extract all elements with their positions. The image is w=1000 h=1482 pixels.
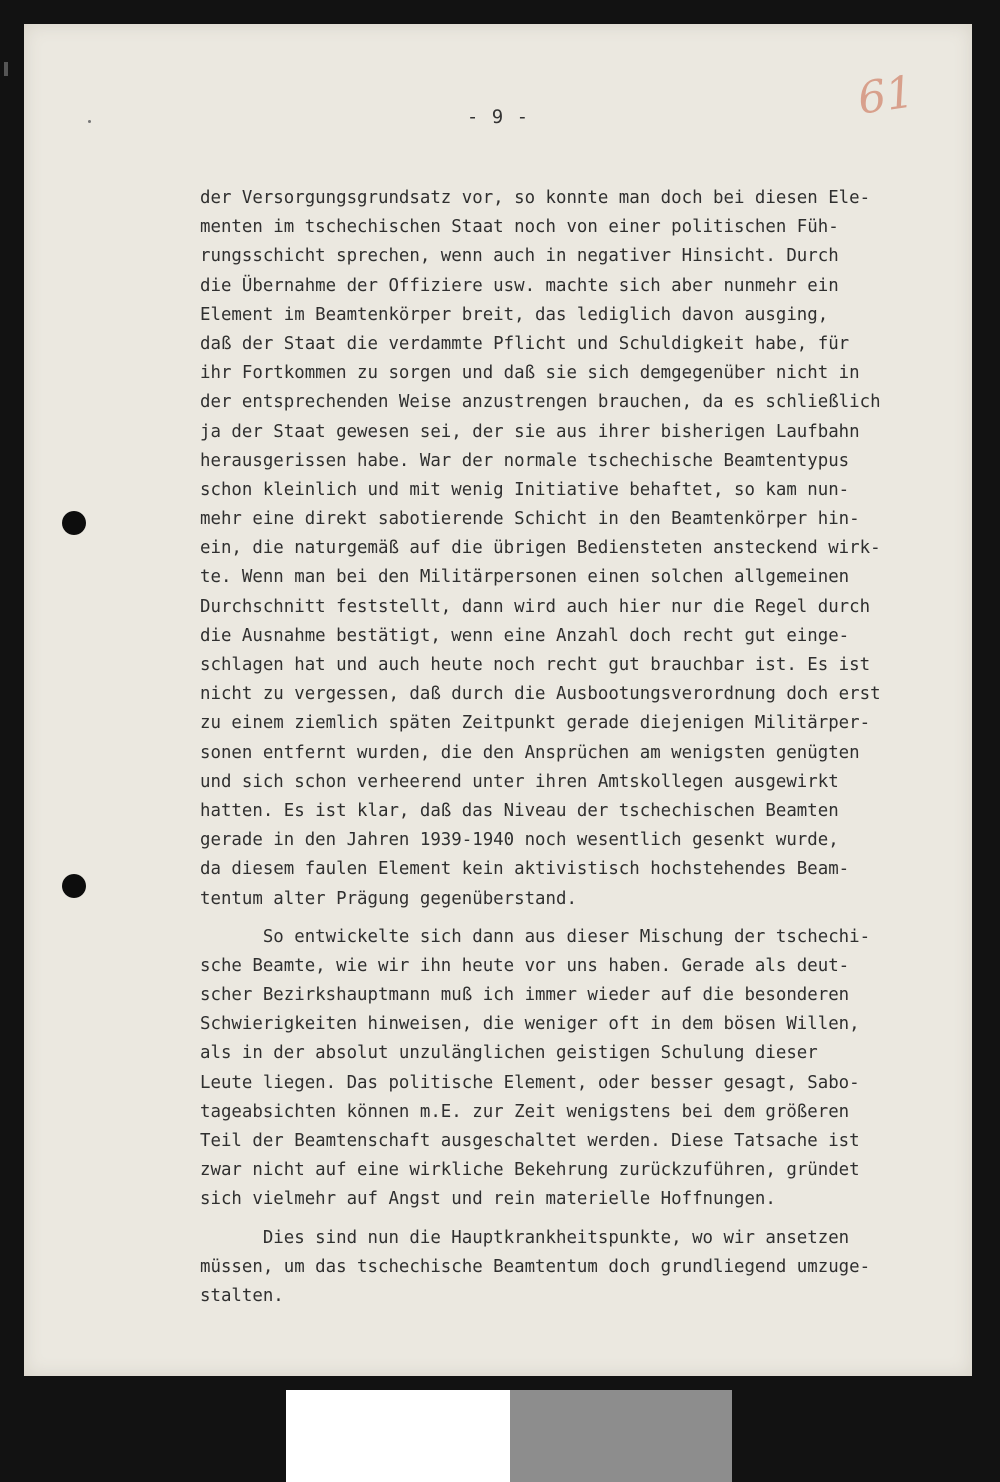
text-line: da diesem faulen Element kein aktivistisch hochstehendes Beam- xyxy=(200,859,850,880)
text-line: Durchschnitt feststellt, dann wird auch hier nur die Regel durch xyxy=(200,596,871,617)
color-reference-white-patch xyxy=(286,1390,510,1482)
text-line: daß der Staat die verdammte Pflicht und Schuldigkeit habe, für xyxy=(200,333,850,354)
text-line: scher Bezirkshauptmann muß ich immer wieder auf die besonderen xyxy=(200,985,850,1006)
film-edge-mark xyxy=(4,62,8,76)
text-line: ihr Fortkommen zu sorgen und daß sie sich demgegenüber nicht in xyxy=(200,363,860,384)
text-line: schlagen hat und auch heute noch recht gut brauchbar ist. Es ist xyxy=(200,655,871,675)
text-line: mehr eine direkt sabotierende Schicht in den Beamtenkörper hin- xyxy=(200,509,860,530)
text-line: die Ausnahme bestätigt, wenn eine Anzahl doch recht gut einge- xyxy=(200,625,850,646)
text-line: herausgerissen habe. War der normale tschechische Beamtentypus xyxy=(200,450,850,471)
handwritten-archive-number: 61 xyxy=(854,66,918,125)
paragraph xyxy=(200,923,972,1215)
text-line: ein, die naturgemäß auf die übrigen Bediensteten ansteckend wirk- xyxy=(200,538,881,559)
text-line: Element im Beamtenkörper breit, das lediglich davon ausging, xyxy=(200,304,829,325)
text-line: stalten. xyxy=(200,1285,284,1306)
text-line: sche Beamte, wie wir ihn heute vor uns haben. Gerade als deut- xyxy=(200,955,850,976)
text-line: und sich schon verheerend unter ihren Amtskollegen ausgewirkt xyxy=(200,771,839,792)
text-line: gerade in den Jahren 1939-1940 noch wesentlich gesenkt wurde, xyxy=(200,830,839,851)
document-body xyxy=(200,184,972,1311)
text-line: So entwickelte sich dann aus dieser Mischung der tschechi- xyxy=(200,926,871,947)
text-line: sich vielmehr auf Angst und rein materielle Hoffnungen. xyxy=(200,1189,776,1210)
text-line: te. Wenn man bei den Militärpersonen einen solchen allgemeinen xyxy=(200,567,850,588)
text-line: tageabsichten können m.E. zur Zeit wenigstens bei dem größeren xyxy=(200,1101,850,1122)
text-line: sonen entfernt wurden, die den Ansprüchen am wenigsten genügten xyxy=(200,742,860,763)
punch-hole-icon xyxy=(62,874,86,898)
paragraph xyxy=(200,184,972,914)
text-line: hatten. Es ist klar, daß das Niveau der tschechischen Beamten xyxy=(200,800,839,821)
text-line: nicht zu vergessen, daß durch die Ausbootungsverordnung doch erst xyxy=(200,684,881,705)
text-line: müssen, um das tschechische Beamtentum doch grundliegend umzuge- xyxy=(200,1256,871,1277)
text-line: schon kleinlich und mit wenig Initiative behaftet, so kam nun- xyxy=(200,479,850,500)
color-reference-gray-patch xyxy=(510,1390,732,1482)
text-line: als in der absolut unzulänglichen geistigen Schulung dieser xyxy=(200,1043,818,1064)
text-line: Schwierigkeiten hinweisen, die weniger oft in dem bösen Willen, xyxy=(200,1014,860,1035)
text-line: Dies sind nun die Hauptkrankheitspunkte, wo wir ansetzen xyxy=(200,1227,850,1248)
text-line: die Übernahme der Offiziere usw. machte sich aber nunmehr ein xyxy=(200,275,839,296)
text-line: der entsprechenden Weise anzustrengen brauchen, da es schließlich xyxy=(200,392,881,413)
page-number: - 9 - xyxy=(466,106,530,128)
text-line: Teil der Beamtenschaft ausgeschaltet werden. Diese Tatsache ist xyxy=(200,1131,860,1151)
text-line: menten im tschechischen Staat noch von einer politischen Füh- xyxy=(200,217,839,238)
paragraph xyxy=(200,1224,972,1312)
text-line: rungsschicht sprechen, wenn auch in negativer Hinsicht. Durch xyxy=(200,246,839,267)
document-page xyxy=(24,24,972,1376)
text-line: zu einem ziemlich späten Zeitpunkt gerade diejenigen Militärper- xyxy=(200,713,871,734)
text-line: der Versorgungsgrundsatz vor, so konnte man doch bei diesen Ele- xyxy=(200,188,871,208)
punch-hole-icon xyxy=(62,511,86,535)
text-line: tentum alter Prägung gegenüberstand. xyxy=(200,888,577,909)
text-line: zwar nicht auf eine wirkliche Bekehrung zurückzuführen, gründet xyxy=(200,1160,860,1181)
text-line: ja der Staat gewesen sei, der sie aus ihrer bisherigen Laufbahn xyxy=(200,421,860,442)
text-line: Leute liegen. Das politische Element, oder besser gesagt, Sabo- xyxy=(200,1072,860,1093)
